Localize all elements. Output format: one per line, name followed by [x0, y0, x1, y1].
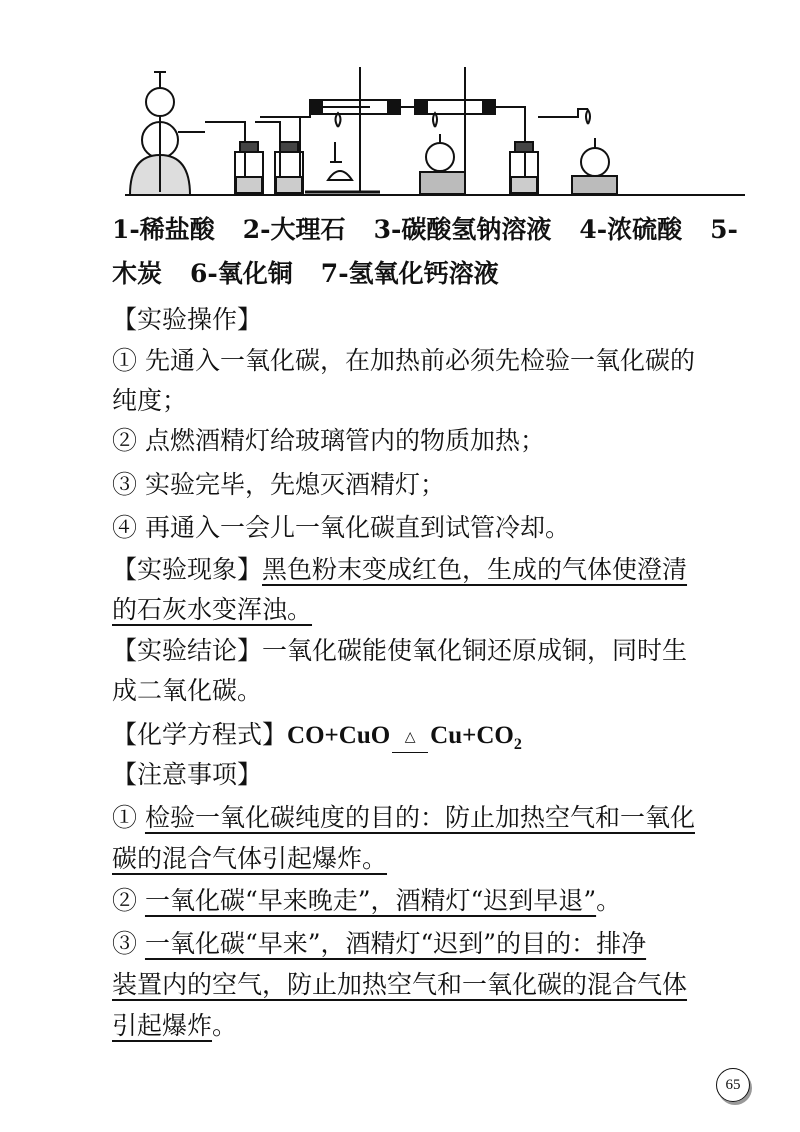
operation-heading: 【实验操作】: [112, 305, 263, 334]
equation-products: Cu+CO: [430, 722, 514, 749]
note-1-line-2: [112, 841, 387, 877]
equation-heading: 【化学方程式】: [112, 720, 288, 749]
operation-step: ② 点燃酒精灯给玻璃管内的物质加热；: [112, 426, 545, 455]
conclusion-heading: 【实验结论】: [112, 636, 263, 665]
note-text: 检验一氧化碳纯度的目的：防止加热空气和一氧化: [144, 803, 695, 832]
legend-item: 7-氢氧化钙溶液: [320, 259, 499, 288]
legend-line-2: [112, 256, 527, 292]
phenomenon-line-1: [112, 552, 687, 588]
legend-item: 3-碳酸氢钠溶液: [373, 215, 552, 244]
legend-item: 2-大理石: [242, 215, 346, 244]
phenomenon-text: 黑色粉末变成红色，生成的气体使澄清: [262, 555, 688, 584]
note-text: 碳的混合气体引起爆炸。: [112, 844, 388, 873]
legend-item: 4-浓硫酸: [579, 215, 683, 244]
phenomenon-text: 的石灰水变浑浊。: [112, 595, 313, 624]
note-3-line-3: [112, 1008, 237, 1044]
legend-item: 5-: [710, 215, 738, 244]
legend-item: 1-稀盐酸: [112, 215, 215, 244]
stand-2: [415, 67, 495, 194]
notes-heading: 【注意事项】: [112, 760, 263, 789]
conclusion-line-2: 成二氧化碳。: [112, 676, 263, 705]
final-burner: [572, 110, 617, 194]
note-end: 。: [212, 1011, 238, 1040]
note-3-line-2: [112, 967, 687, 1003]
note-3-line-1: [112, 926, 646, 962]
conclusion-line-1: [112, 633, 687, 669]
note-marker: ③: [112, 929, 138, 958]
note-text: 引起爆炸: [112, 1011, 213, 1040]
phenomenon-line-2: [112, 592, 312, 628]
legend-item: 6-氧化铜: [190, 259, 293, 288]
equation-subscript: 2: [513, 736, 522, 753]
note-marker: ②: [112, 886, 138, 915]
note-text: 装置内的空气，防止加热空气和一氧化碳的混合气体: [112, 970, 688, 999]
page-number: 65: [716, 1068, 750, 1102]
note-text: 一氧化碳“早来晚走”，酒精灯“迟到早退”: [144, 886, 597, 915]
washing-bottle-3: [235, 142, 263, 194]
operation-step: ④ 再通入一会儿一氧化碳直到试管冷却。: [112, 513, 570, 542]
conclusion-text: 一氧化碳能使氧化铜还原成铜，同时生: [262, 636, 688, 665]
heat-symbol: △: [390, 719, 430, 755]
equation-reactants: CO+CuO: [287, 722, 391, 749]
note-1-line-1: [112, 800, 695, 836]
kipp-generator: [130, 72, 205, 195]
note-end: 。: [596, 886, 622, 915]
phenomenon-heading: 【实验现象】: [112, 555, 263, 584]
apparatus-diagram: [110, 62, 750, 202]
note-text: 一氧化碳“早来”，酒精灯“迟到”的目的：排净: [144, 929, 647, 958]
operation-step: 纯度；: [112, 386, 188, 415]
legend-line-1: [112, 212, 738, 248]
stand-1: [305, 67, 400, 192]
operation-step: ③ 实验完毕，先熄灭酒精灯；: [112, 470, 445, 499]
legend-item: 木炭: [112, 259, 163, 288]
note-marker: ①: [112, 803, 138, 832]
note-2-line: [112, 883, 621, 919]
operation-step: ① 先通入一氧化碳，在加热前必须先检验一氧化碳的: [112, 346, 695, 375]
